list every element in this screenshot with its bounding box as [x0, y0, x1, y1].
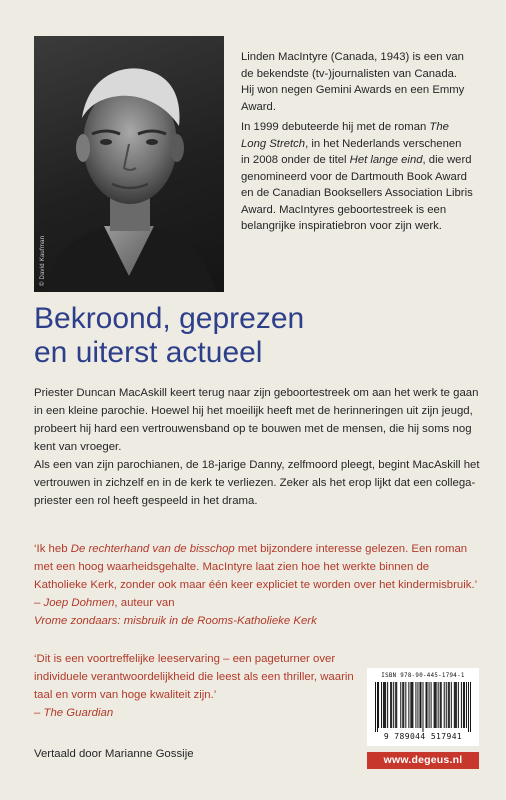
barcode-bar	[378, 682, 379, 728]
barcode-bar	[441, 682, 442, 728]
quote-book-title: De rechterhand van de bisschop	[70, 543, 235, 555]
quote-author: Joep Dohmen	[43, 597, 115, 609]
author-portrait-illustration	[34, 36, 224, 292]
barcode-bar	[412, 682, 413, 728]
barcode-bar	[400, 682, 401, 728]
barcode-bar	[381, 682, 382, 728]
barcode-bar	[444, 682, 445, 728]
barcode-bar	[387, 682, 388, 728]
barcode-bar	[391, 682, 392, 728]
barcode-bar	[403, 682, 404, 728]
publisher-url[interactable]: www.degeus.nl	[367, 752, 479, 769]
bio-text: , in het Nederlands verschenen in 2008 onder de titel	[241, 137, 462, 166]
barcode-bar	[417, 682, 418, 728]
bio-book-title: The Long Stretch	[241, 121, 449, 150]
barcode-bar	[396, 682, 397, 728]
quote-text: met bijzondere interesse gelezen. Een roman met een hoog waarheidsgehalte. MacIntyre laat zien hoe het werkte binnen de Katholieke Kerk, zonder ook maar één keer expliciet te worden over het kindermisbruik.’ –	[34, 543, 477, 609]
isbn-digits: 9 789044 517941	[383, 732, 463, 741]
barcode-bar	[383, 682, 384, 728]
barcode-bar	[448, 682, 449, 728]
barcode-bar	[466, 682, 467, 728]
barcode-bar	[427, 682, 428, 728]
barcode-bar	[438, 682, 439, 728]
barcode-bar	[470, 682, 471, 732]
quote-text: ‘Dit is een voortreffelijke leeservaring – een pageturner over individuele verantwoordelijkheid die leest als een thriller, waarin taal en vorm van hoge kwaliteit zijn.’	[34, 653, 354, 701]
barcode-bar	[468, 682, 469, 732]
review-quote-dohmen	[34, 540, 484, 630]
barcode-bar	[455, 682, 456, 728]
bio-text: In 1999 debuteerde hij met de roman	[241, 121, 430, 133]
barcode-bar	[393, 682, 394, 728]
barcode-bar	[395, 682, 396, 728]
barcode-bar	[429, 682, 430, 728]
bio-paragraph-1: Linden MacIntyre (Canada, 1943) is een van de bekendste (tv-)journalisten van Canada. Hij won negen Gemini Awards en een Emmy Award.	[241, 51, 465, 113]
synopsis-paragraph-2: Als een van zijn parochianen, de 18-jarige Danny, zelfmoord pleegt, begint MacAskill het vertrouwen in zichzelf en in de kerk te verliezen. Zeker als het erop lijkt dat een collega-priester een rol heeft gespeeld in het drama.	[34, 459, 480, 507]
quote-text: ‘Ik heb	[34, 543, 71, 555]
quote-author-role: , auteur van	[114, 597, 175, 609]
photo-credit: © David Kaufman	[40, 235, 46, 286]
barcode-bar	[390, 682, 391, 728]
author-photo	[34, 36, 224, 292]
quote-dash: –	[34, 707, 44, 719]
quote-author-book: Vrome zondaars: misbruik in de Rooms-Katholieke Kerk	[34, 615, 317, 627]
barcode-bar	[411, 682, 412, 728]
barcode-bar	[377, 682, 378, 732]
bio-book-title: Het lange eind	[349, 154, 423, 166]
barcode-bar	[440, 682, 441, 728]
barcode-bar	[434, 682, 435, 728]
barcode-bar	[435, 682, 436, 728]
barcode-bar	[446, 682, 447, 728]
author-bio	[241, 49, 473, 239]
barcode-bar	[420, 682, 421, 728]
translator-credit: Vertaald door Marianne Gossije	[34, 748, 194, 760]
barcode-bar	[384, 682, 385, 728]
synopsis-paragraph-1: Priester Duncan MacAskill keert terug naar zijn geboortestreek om aan het werk te gaan in een kleine parochie. Hoewel hij het moeilijk heeft met de herinneringen uit zijn jeugd, probeert hij hard een vertrouwensband op te bouwen met de mensen, die hij soms nog kent van vroeger.	[34, 387, 479, 453]
barcode-bar	[426, 682, 427, 728]
barcode-bar	[461, 682, 462, 728]
barcode-bar	[458, 682, 459, 728]
synopsis	[34, 384, 482, 510]
headline-line-2: en uiterst actueel	[34, 336, 263, 369]
barcode-bar	[454, 682, 455, 728]
barcode-bar	[402, 682, 403, 728]
barcode-bar	[408, 682, 409, 728]
barcode-bar	[415, 682, 416, 728]
headline	[34, 302, 474, 370]
barcode-bar	[436, 682, 437, 728]
quote-source: The Guardian	[43, 707, 114, 719]
barcode-bar	[375, 682, 376, 732]
barcode-bar	[449, 682, 450, 728]
bio-paragraph-2	[241, 119, 473, 235]
isbn-barcode	[367, 668, 479, 746]
barcode-bar	[385, 682, 386, 728]
headline-line-1: Bekroond, geprezen	[34, 302, 305, 335]
barcode-bar	[464, 682, 465, 728]
barcode-bar	[422, 682, 423, 732]
barcode-bar	[463, 682, 464, 728]
barcode-bar	[419, 682, 420, 728]
barcode-bar	[456, 682, 457, 728]
barcode-bar	[431, 682, 432, 728]
review-quote-guardian	[34, 650, 364, 722]
barcode-bar	[410, 682, 411, 728]
isbn-label: ISBN 978-90-445-1794-1	[381, 673, 465, 679]
barcode-bars	[375, 682, 471, 732]
barcode-bar	[405, 682, 406, 728]
barcode-bar	[451, 682, 452, 728]
bio-text: , die werd genomineerd voor de Dartmouth Book Award en de Canadian Booksellers Association Libris Award. MacIntyres geboortestreek is een belangrijke inspiratiebron voor zijn werk.	[241, 154, 473, 232]
